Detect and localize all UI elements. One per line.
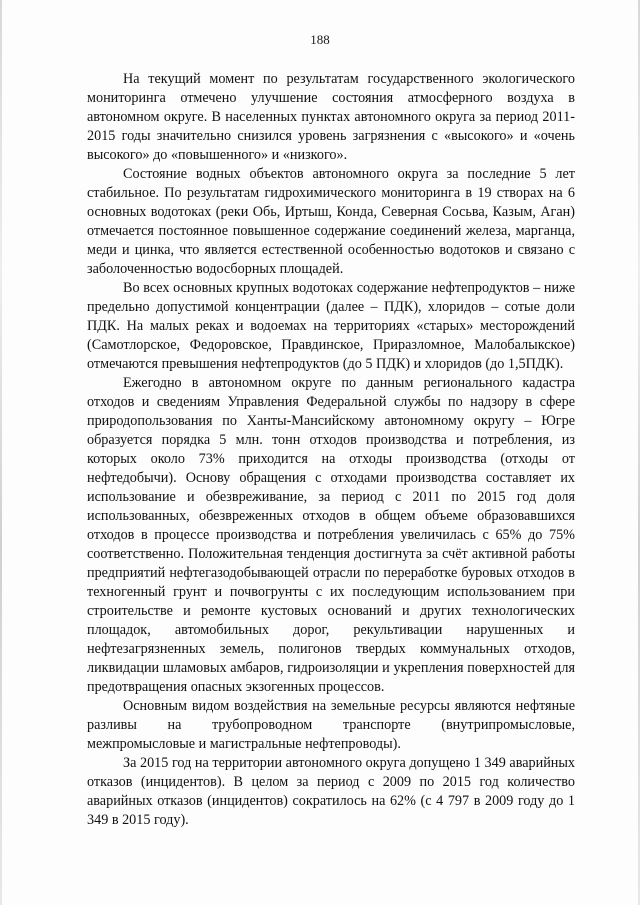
paragraph-oil-products: Во всех основных крупных водотоках содержание нефтепродуктов – ниже предельно допустимой концентрации (далее – ПДК), хлоридов – сотые доли ПДК. На малых реках и водоемах на территориях «старых» месторождений (Самотлорское, Федоровское, Правдинское, Приразломное, Малобалыкское) отмечаются превышения нефтепродуктов (до 5 ПДК) и хлоридов (до 1,5ПДК). [87, 280, 575, 372]
paragraph-land-resources: Основным видом воздействия на земельные ресурсы являются нефтяные разливы на трубопроводном транспорте (внутрипромысловые, межпромысловые и магистральные нефтепроводы). [87, 698, 575, 752]
page-number: 188 [310, 32, 330, 47]
paragraph-air-quality: На текущий момент по результатам государственного экологического мониторинга отмечено улучшение состояния атмосферного воздуха в автономном округе. В населенных пунктах автономного округа за период 2011-2015 годы значительно снизился уровень загрязнения с «высокого» и «очень высокого» до «повышенного» и «низкого». [87, 71, 575, 163]
paragraph-water-bodies: Состояние водных объектов автономного округа за последние 5 лет стабильное. По результатам гидрохимического мониторинга в 19 створах на 6 основных водотоках (реки Обь, Иртыш, Конда, Северная Сосьва, Казым, Аган) отмечается постоянное повышенное содержание соединений железа, марганца, меди и цинка, что является естественной особенностью водотоков и связано с заболоченностью водосборных площадей. [87, 166, 575, 277]
paragraph-incidents: За 2015 год на территории автономного округа допущено 1 349 аварийных отказов (инцидентов). В целом за период с 2009 по 2015 год количество аварийных отказов (инцидентов) сократилось на 62% (с 4 797 в 2009 году до 1 349 в 2015 году). [87, 755, 575, 828]
document-body [87, 70, 575, 830]
scan-edge-left [0, 0, 2, 905]
paragraph-waste: Ежегодно в автономном округе по данным регионального кадастра отходов и сведениям Управления Федеральной службы по надзору в сфере природопользования по Ханты-Мансийскому автономному округу – Югре образуется порядка 5 млн. тонн отходов производства и потребления, из которых около 73% приходится на отходы производства (отходы от нефтедобычи). Основу обращения с отходами производства составляет их использование и обезвреживание, за период с 2011 по 2015 год доля использованных, обезвреженных отходов в общем объеме образовавшихся отходов в процессе производства и потребления увеличилась с 65% до 75% соответственно. Положительная тенденция достигнута за счёт активной работы предприятий нефтегазодобывающей отрасли по переработке буровых отходов в техногенный грунт и почвогрунты с их последующим использованием при строительстве и ремонте кустовых оснований и других технологических площадок, автомобильных дорог, рекультивации нарушенных и нефтезагрязненных земель, полигонов твердых коммунальных отходов, ликвидации шламовых амбаров, гидроизоляции и укрепления поверхностей для предотвращения опасных экзогенных процессов. [87, 375, 575, 695]
